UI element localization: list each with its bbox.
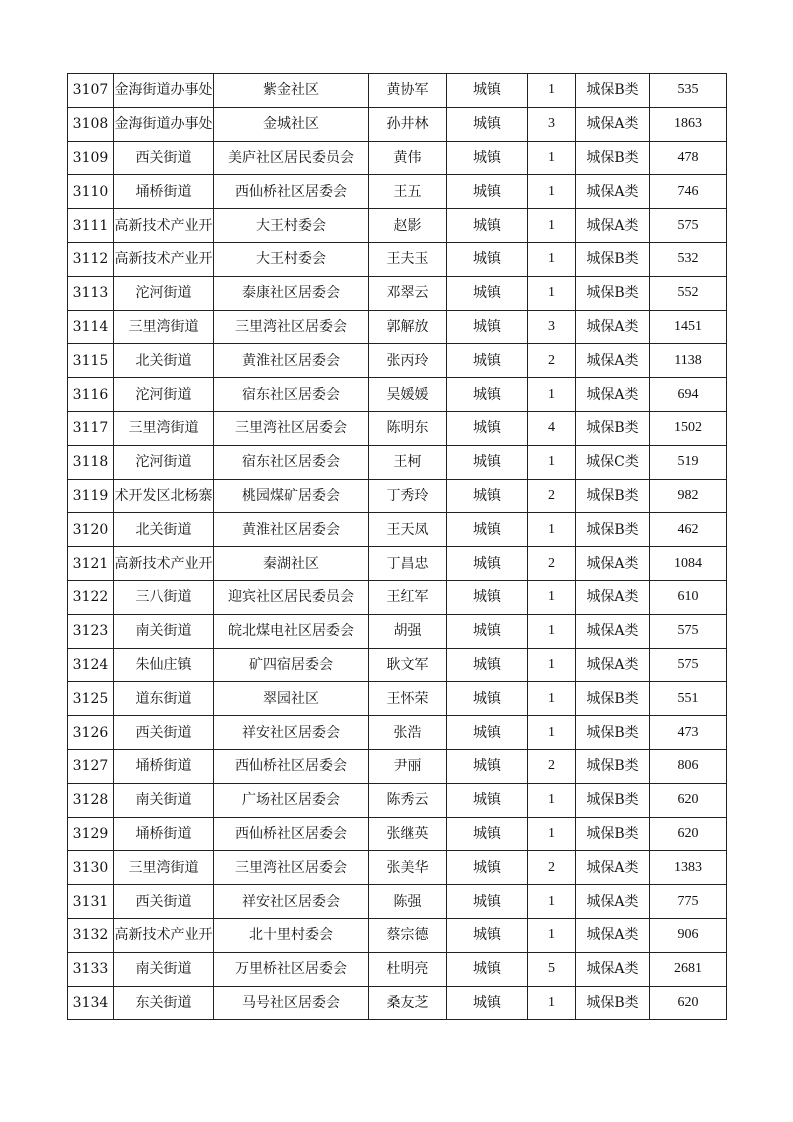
area-type-cell: 城镇 (447, 276, 528, 310)
benefit-category-cell: 城保A类 (576, 648, 650, 682)
household-count-cell: 2 (528, 749, 576, 783)
household-count-cell: 3 (528, 107, 576, 141)
community-name-cell: 三里湾社区居委会 (214, 310, 369, 344)
row-number-cell: 3121 (68, 547, 114, 581)
table-row (68, 479, 727, 513)
benefit-amount-cell: 906 (650, 918, 727, 952)
household-count-cell: 1 (528, 74, 576, 108)
benefit-amount-cell: 462 (650, 513, 727, 547)
benefit-amount-cell: 694 (650, 378, 727, 412)
street-office-cell: 沱河街道 (114, 445, 214, 479)
person-name-cell: 张美华 (369, 851, 447, 885)
row-number-cell: 3126 (68, 716, 114, 750)
benefit-category-cell: 城保B类 (576, 479, 650, 513)
community-name-cell: 大王村委会 (214, 242, 369, 276)
row-number-cell: 3134 (68, 986, 114, 1020)
benefit-category-cell: 城保A类 (576, 918, 650, 952)
street-office-cell: 金海街道办事处 (114, 74, 214, 108)
benefit-amount-cell: 1502 (650, 411, 727, 445)
household-count-cell: 1 (528, 885, 576, 919)
street-office-cell: 沱河街道 (114, 276, 214, 310)
benefit-category-cell: 城保A类 (576, 107, 650, 141)
benefit-category-cell: 城保B类 (576, 749, 650, 783)
benefit-category-cell: 城保A类 (576, 885, 650, 919)
community-name-cell: 祥安社区居委会 (214, 716, 369, 750)
benefit-category-cell: 城保C类 (576, 445, 650, 479)
table-row (68, 242, 727, 276)
benefit-amount-cell: 610 (650, 580, 727, 614)
household-count-cell: 1 (528, 986, 576, 1020)
person-name-cell: 胡强 (369, 614, 447, 648)
benefit-amount-cell: 575 (650, 209, 727, 243)
street-office-cell: 高新技术产业开 (114, 547, 214, 581)
household-count-cell: 3 (528, 310, 576, 344)
street-office-cell: 三八街道 (114, 580, 214, 614)
person-name-cell: 郭解放 (369, 310, 447, 344)
table-row (68, 310, 727, 344)
benefit-amount-cell: 620 (650, 986, 727, 1020)
household-count-cell: 1 (528, 716, 576, 750)
area-type-cell: 城镇 (447, 749, 528, 783)
community-name-cell: 黄淮社区居委会 (214, 344, 369, 378)
person-name-cell: 丁昌忠 (369, 547, 447, 581)
benefit-amount-cell: 1138 (650, 344, 727, 378)
street-office-cell: 高新技术产业开 (114, 918, 214, 952)
benefit-category-cell: 城保A类 (576, 851, 650, 885)
area-type-cell: 城镇 (447, 513, 528, 547)
street-office-cell: 三里湾街道 (114, 851, 214, 885)
table-row (68, 344, 727, 378)
street-office-cell: 术开发区北杨寨 (114, 479, 214, 513)
table-row (68, 817, 727, 851)
table-body (68, 74, 727, 1020)
row-number-cell: 3132 (68, 918, 114, 952)
household-count-cell: 1 (528, 209, 576, 243)
area-type-cell: 城镇 (447, 986, 528, 1020)
household-count-cell: 4 (528, 411, 576, 445)
street-office-cell: 朱仙庄镇 (114, 648, 214, 682)
community-name-cell: 美庐社区居民委员会 (214, 141, 369, 175)
row-number-cell: 3117 (68, 411, 114, 445)
area-type-cell: 城镇 (447, 310, 528, 344)
benefit-category-cell: 城保B类 (576, 141, 650, 175)
row-number-cell: 3130 (68, 851, 114, 885)
household-count-cell: 1 (528, 580, 576, 614)
household-count-cell: 2 (528, 547, 576, 581)
row-number-cell: 3112 (68, 242, 114, 276)
table-row (68, 952, 727, 986)
row-number-cell: 3129 (68, 817, 114, 851)
table-row (68, 716, 727, 750)
street-office-cell: 三里湾街道 (114, 411, 214, 445)
community-name-cell: 紫金社区 (214, 74, 369, 108)
person-name-cell: 吴媛媛 (369, 378, 447, 412)
community-name-cell: 祥安社区居委会 (214, 885, 369, 919)
benefit-amount-cell: 1451 (650, 310, 727, 344)
area-type-cell: 城镇 (447, 817, 528, 851)
person-name-cell: 王五 (369, 175, 447, 209)
benefit-category-cell: 城保B类 (576, 682, 650, 716)
street-office-cell: 西关街道 (114, 885, 214, 919)
street-office-cell: 南关街道 (114, 783, 214, 817)
benefit-amount-cell: 806 (650, 749, 727, 783)
table-row (68, 851, 727, 885)
community-name-cell: 北十里村委会 (214, 918, 369, 952)
person-name-cell: 尹丽 (369, 749, 447, 783)
community-name-cell: 西仙桥社区居委会 (214, 175, 369, 209)
household-count-cell: 1 (528, 682, 576, 716)
benefit-category-cell: 城保B类 (576, 513, 650, 547)
person-name-cell: 耿文军 (369, 648, 447, 682)
person-name-cell: 王夫玉 (369, 242, 447, 276)
benefit-amount-cell: 746 (650, 175, 727, 209)
row-number-cell: 3131 (68, 885, 114, 919)
area-type-cell: 城镇 (447, 344, 528, 378)
area-type-cell: 城镇 (447, 175, 528, 209)
table-row (68, 175, 727, 209)
street-office-cell: 埇桥街道 (114, 749, 214, 783)
table-row (68, 276, 727, 310)
community-name-cell: 秦湖社区 (214, 547, 369, 581)
household-count-cell: 2 (528, 479, 576, 513)
benefit-amount-cell: 2681 (650, 952, 727, 986)
row-number-cell: 3119 (68, 479, 114, 513)
row-number-cell: 3111 (68, 209, 114, 243)
community-name-cell: 桃园煤矿居委会 (214, 479, 369, 513)
street-office-cell: 北关街道 (114, 344, 214, 378)
community-name-cell: 马号社区居委会 (214, 986, 369, 1020)
benefit-amount-cell: 1084 (650, 547, 727, 581)
person-name-cell: 张继英 (369, 817, 447, 851)
person-name-cell: 邓翠云 (369, 276, 447, 310)
community-name-cell: 宿东社区居委会 (214, 445, 369, 479)
benefit-category-cell: 城保B类 (576, 783, 650, 817)
community-name-cell: 万里桥社区居委会 (214, 952, 369, 986)
street-office-cell: 金海街道办事处 (114, 107, 214, 141)
table-row (68, 783, 727, 817)
street-office-cell: 北关街道 (114, 513, 214, 547)
person-name-cell: 黄伟 (369, 141, 447, 175)
community-name-cell: 西仙桥社区居委会 (214, 749, 369, 783)
community-name-cell: 三里湾社区居委会 (214, 411, 369, 445)
row-number-cell: 3124 (68, 648, 114, 682)
row-number-cell: 3115 (68, 344, 114, 378)
benefit-category-cell: 城保B类 (576, 74, 650, 108)
person-name-cell: 陈秀云 (369, 783, 447, 817)
row-number-cell: 3113 (68, 276, 114, 310)
row-number-cell: 3122 (68, 580, 114, 614)
area-type-cell: 城镇 (447, 580, 528, 614)
household-count-cell: 1 (528, 378, 576, 412)
area-type-cell: 城镇 (447, 378, 528, 412)
street-office-cell: 东关街道 (114, 986, 214, 1020)
benefit-amount-cell: 535 (650, 74, 727, 108)
household-count-cell: 5 (528, 952, 576, 986)
area-type-cell: 城镇 (447, 479, 528, 513)
row-number-cell: 3110 (68, 175, 114, 209)
benefit-category-cell: 城保A类 (576, 952, 650, 986)
table-row (68, 445, 727, 479)
area-type-cell: 城镇 (447, 952, 528, 986)
household-count-cell: 1 (528, 242, 576, 276)
table-row (68, 885, 727, 919)
benefit-amount-cell: 473 (650, 716, 727, 750)
community-name-cell: 广场社区居委会 (214, 783, 369, 817)
person-name-cell: 王红军 (369, 580, 447, 614)
household-count-cell: 1 (528, 614, 576, 648)
table-row (68, 74, 727, 108)
household-count-cell: 1 (528, 783, 576, 817)
area-type-cell: 城镇 (447, 885, 528, 919)
household-count-cell: 1 (528, 918, 576, 952)
table-row (68, 209, 727, 243)
person-name-cell: 陈强 (369, 885, 447, 919)
community-name-cell: 金城社区 (214, 107, 369, 141)
household-count-cell: 1 (528, 445, 576, 479)
row-number-cell: 3133 (68, 952, 114, 986)
benefit-category-cell: 城保A类 (576, 310, 650, 344)
person-name-cell: 黄协军 (369, 74, 447, 108)
area-type-cell: 城镇 (447, 242, 528, 276)
community-name-cell: 翠园社区 (214, 682, 369, 716)
person-name-cell: 王天凤 (369, 513, 447, 547)
person-name-cell: 赵影 (369, 209, 447, 243)
table-row (68, 378, 727, 412)
benefit-amount-cell: 552 (650, 276, 727, 310)
household-count-cell: 1 (528, 276, 576, 310)
table-row (68, 986, 727, 1020)
table-row (68, 749, 727, 783)
area-type-cell: 城镇 (447, 141, 528, 175)
area-type-cell: 城镇 (447, 851, 528, 885)
row-number-cell: 3108 (68, 107, 114, 141)
table-row (68, 547, 727, 581)
person-name-cell: 杜明亮 (369, 952, 447, 986)
row-number-cell: 3120 (68, 513, 114, 547)
person-name-cell: 张浩 (369, 716, 447, 750)
row-number-cell: 3116 (68, 378, 114, 412)
area-type-cell: 城镇 (447, 445, 528, 479)
benefit-category-cell: 城保A类 (576, 614, 650, 648)
household-count-cell: 1 (528, 175, 576, 209)
benefit-amount-cell: 519 (650, 445, 727, 479)
street-office-cell: 三里湾街道 (114, 310, 214, 344)
benefit-category-cell: 城保B类 (576, 986, 650, 1020)
benefit-category-cell: 城保B类 (576, 242, 650, 276)
row-number-cell: 3125 (68, 682, 114, 716)
data-table (67, 73, 727, 1020)
area-type-cell: 城镇 (447, 648, 528, 682)
benefit-category-cell: 城保A类 (576, 378, 650, 412)
benefit-category-cell: 城保B类 (576, 276, 650, 310)
household-count-cell: 2 (528, 851, 576, 885)
benefit-category-cell: 城保A类 (576, 580, 650, 614)
person-name-cell: 王柯 (369, 445, 447, 479)
benefit-amount-cell: 551 (650, 682, 727, 716)
person-name-cell: 蔡宗德 (369, 918, 447, 952)
person-name-cell: 桑友芝 (369, 986, 447, 1020)
table-row (68, 648, 727, 682)
area-type-cell: 城镇 (447, 209, 528, 243)
street-office-cell: 南关街道 (114, 952, 214, 986)
benefit-amount-cell: 775 (650, 885, 727, 919)
street-office-cell: 西关街道 (114, 141, 214, 175)
area-type-cell: 城镇 (447, 716, 528, 750)
benefit-amount-cell: 1863 (650, 107, 727, 141)
table-row (68, 580, 727, 614)
benefit-amount-cell: 620 (650, 783, 727, 817)
community-name-cell: 皖北煤电社区居委会 (214, 614, 369, 648)
community-name-cell: 泰康社区居委会 (214, 276, 369, 310)
street-office-cell: 高新技术产业开 (114, 242, 214, 276)
benefit-amount-cell: 478 (650, 141, 727, 175)
community-name-cell: 宿东社区居委会 (214, 378, 369, 412)
area-type-cell: 城镇 (447, 547, 528, 581)
street-office-cell: 西关街道 (114, 716, 214, 750)
benefit-amount-cell: 1383 (650, 851, 727, 885)
person-name-cell: 陈明东 (369, 411, 447, 445)
benefit-category-cell: 城保A类 (576, 209, 650, 243)
community-name-cell: 西仙桥社区居委会 (214, 817, 369, 851)
household-count-cell: 1 (528, 817, 576, 851)
benefit-amount-cell: 982 (650, 479, 727, 513)
row-number-cell: 3107 (68, 74, 114, 108)
table-row (68, 107, 727, 141)
table-row (68, 682, 727, 716)
row-number-cell: 3114 (68, 310, 114, 344)
person-name-cell: 张丙玲 (369, 344, 447, 378)
community-name-cell: 大王村委会 (214, 209, 369, 243)
person-name-cell: 丁秀玲 (369, 479, 447, 513)
household-count-cell: 2 (528, 344, 576, 378)
row-number-cell: 3118 (68, 445, 114, 479)
area-type-cell: 城镇 (447, 74, 528, 108)
household-count-cell: 1 (528, 141, 576, 175)
row-number-cell: 3123 (68, 614, 114, 648)
area-type-cell: 城镇 (447, 107, 528, 141)
area-type-cell: 城镇 (447, 614, 528, 648)
row-number-cell: 3128 (68, 783, 114, 817)
row-number-cell: 3109 (68, 141, 114, 175)
benefit-category-cell: 城保B类 (576, 716, 650, 750)
street-office-cell: 沱河街道 (114, 378, 214, 412)
person-name-cell: 孙井林 (369, 107, 447, 141)
benefit-amount-cell: 620 (650, 817, 727, 851)
table-row (68, 141, 727, 175)
area-type-cell: 城镇 (447, 682, 528, 716)
benefit-amount-cell: 575 (650, 614, 727, 648)
benefit-category-cell: 城保B类 (576, 817, 650, 851)
community-name-cell: 迎宾社区居民委员会 (214, 580, 369, 614)
person-name-cell: 王怀荣 (369, 682, 447, 716)
street-office-cell: 高新技术产业开 (114, 209, 214, 243)
area-type-cell: 城镇 (447, 918, 528, 952)
street-office-cell: 埇桥街道 (114, 817, 214, 851)
street-office-cell: 埇桥街道 (114, 175, 214, 209)
household-count-cell: 1 (528, 513, 576, 547)
table-row (68, 918, 727, 952)
table-row (68, 614, 727, 648)
benefit-category-cell: 城保A类 (576, 344, 650, 378)
household-count-cell: 1 (528, 648, 576, 682)
benefit-category-cell: 城保A类 (576, 547, 650, 581)
table-row (68, 411, 727, 445)
benefit-category-cell: 城保A类 (576, 175, 650, 209)
street-office-cell: 道东街道 (114, 682, 214, 716)
row-number-cell: 3127 (68, 749, 114, 783)
area-type-cell: 城镇 (447, 783, 528, 817)
table-row (68, 513, 727, 547)
benefit-amount-cell: 575 (650, 648, 727, 682)
community-name-cell: 黄淮社区居委会 (214, 513, 369, 547)
benefit-category-cell: 城保B类 (576, 411, 650, 445)
street-office-cell: 南关街道 (114, 614, 214, 648)
area-type-cell: 城镇 (447, 411, 528, 445)
community-name-cell: 三里湾社区居委会 (214, 851, 369, 885)
benefit-amount-cell: 532 (650, 242, 727, 276)
community-name-cell: 矿四宿居委会 (214, 648, 369, 682)
